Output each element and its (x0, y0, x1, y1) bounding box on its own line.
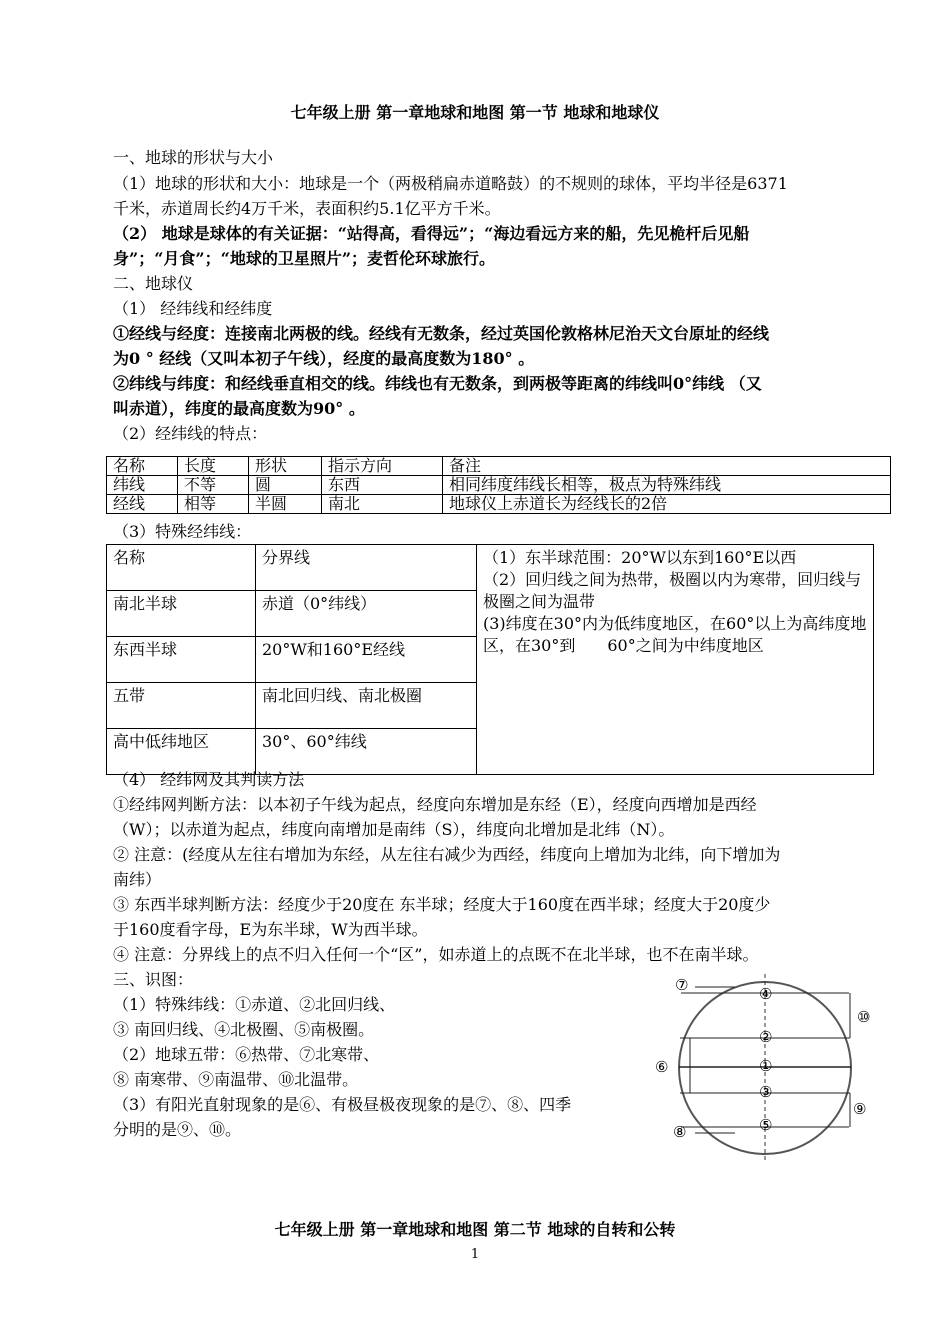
table-cell: 南北回归线、南北极圈 (256, 683, 477, 729)
diagram-label: ④ (759, 985, 773, 1003)
diagram-label: ③ (759, 1083, 773, 1101)
table-cell: 南北半球 (107, 591, 256, 637)
paragraph-line: （1）特殊纬线：①赤道、②北回归线、 (113, 995, 396, 1014)
diagram-label: ① (759, 1057, 773, 1075)
table-header-row (107, 545, 874, 591)
table-cell: 备注 (443, 457, 891, 476)
paragraph-line: ⑧ 南寒带、⑨南温带、⑩北温带。 (113, 1070, 359, 1089)
table-cell: 20°W和160°E经线 (256, 637, 477, 683)
paragraph-line: ①经纬网判断方法：以本初子午线为起点，经度向东增加是东经（E），经度向西增加是西经 (113, 795, 757, 814)
table-cell: 纬线 (107, 476, 178, 495)
diagram-label: ⑥ (655, 1058, 669, 1076)
table-cell: 南北 (322, 495, 443, 514)
paragraph-line: 叫赤道），纬度的最高度数为90° 。 (113, 399, 365, 418)
table-cell: 圆 (249, 476, 322, 495)
table-cell: 赤道（0°纬线） (256, 591, 477, 637)
special-lines-table (106, 544, 874, 775)
paragraph-line: 于160度看字母，E为东半球，W为西半球。 (113, 920, 428, 939)
paragraph-line: 千米，赤道周长约4万千米，表面积约5.1亿平方千米。 (113, 199, 501, 218)
paragraph-line: ② 注意：(经度从左往右增加为东经，从左往右减少为西经，纬度向上增加为北纬，向下增加为 (113, 845, 781, 864)
table-cell: 分界线 (256, 545, 477, 591)
table-cell: 半圆 (249, 495, 322, 514)
paragraph-line: ③ 南回归线、④北极圈、⑤南极圈。 (113, 1020, 375, 1039)
paragraph-line: （2）地球五带：⑥热带、⑦北寒带、 (113, 1045, 380, 1064)
table-cell: 名称 (107, 457, 178, 476)
table-cell: 经线 (107, 495, 178, 514)
diagram-label: ② (759, 1028, 773, 1046)
table-cell: 五带 (107, 683, 256, 729)
earth-zones-diagram (655, 972, 885, 1162)
table-cell: 长度 (178, 457, 249, 476)
diagram-label: ⑦ (675, 976, 689, 994)
table-cell: 指示方向 (322, 457, 443, 476)
section-heading: 二、地球仪 (113, 274, 194, 293)
subheading: （1） 经纬线和经纬度 (113, 299, 273, 318)
section-heading: 三、识图： (113, 970, 194, 989)
diagram-label: ⑩ (857, 1008, 871, 1026)
paragraph-line: （2） 地球是球体的有关证据：“站得高，看得远”；“海边看远方来的船，先见桅杆后见船 (113, 224, 750, 243)
paragraph-line: 南纬） (113, 870, 162, 889)
paragraph-line: ②纬线与纬度：和经线垂直相交的线。纬线也有无数条，到两极等距离的纬线叫0°纬线 （又 (113, 374, 762, 393)
table-cell: 相等 (178, 495, 249, 514)
paragraph-line: 分明的是⑨、⑩。 (113, 1120, 242, 1139)
diagram-label: ⑨ (853, 1100, 867, 1118)
table-header-row (107, 457, 891, 476)
table-cell: 相同纬度纬线长相等，极点为特殊纬线 (443, 476, 891, 495)
table-cell: 形状 (249, 457, 322, 476)
paragraph-line: ④ 注意：分界线上的点不归入任何一个“区”，如赤道上的点既不在北半球，也不在南半球。 (113, 945, 759, 964)
table-cell: 名称 (107, 545, 256, 591)
note-line: （1）东半球范围：20°W以东到160°E以西 (483, 548, 797, 567)
page-title: 七年级上册 第一章地球和地图 第一节 地球和地球仪 (290, 103, 660, 122)
table-row (107, 495, 891, 514)
paragraph-line: （1）地球的形状和大小：地球是一个（两极稍扁赤道略鼓）的不规则的球体，平均半径是6371 (113, 174, 788, 193)
table-row (107, 476, 891, 495)
subheading: （4） 经纬网及其判读方法 (113, 770, 305, 789)
next-section-title: 七年级上册 第一章地球和地图 第二节 地球的自转和公转 (274, 1220, 676, 1239)
notes-cell (477, 545, 874, 775)
paragraph-line: 为0 ° 经线（又叫本初子午线），经度的最高度数为180° 。 (113, 349, 535, 368)
page-number: 1 (470, 1247, 480, 1262)
paragraph-line: 身”；“月食”；“地球的卫星照片”；麦哲伦环球旅行。 (113, 249, 496, 268)
table-cell: 30°、60°纬线 (256, 729, 477, 775)
section-heading: 一、地球的形状与大小 (113, 148, 274, 167)
paragraph-line: ①经线与经度：连接南北两极的线。经线有无数条，经过英国伦敦格林尼治天文台原址的经线 (113, 324, 770, 343)
diagram-label: ⑧ (673, 1123, 687, 1141)
paragraph-line: （W）；以赤道为起点，纬度向南增加是南纬（S），纬度向北增加是北纬（N）。 (113, 820, 675, 839)
table-cell: 地球仪上赤道长为经线长的2倍 (443, 495, 891, 514)
latlong-features-table (106, 456, 891, 514)
note-line: （2）回归线之间为热带，极圈以内为寒带，回归线与极圈之间为温带 (483, 570, 862, 611)
diagram-label: ⑤ (759, 1116, 773, 1134)
table-cell: 东西半球 (107, 637, 256, 683)
subheading: （3）特殊经纬线： (113, 522, 252, 541)
note-line: (3)纬度在30°内为低纬度地区，在60°以上为高纬度地区，在30°到 60°之间为中纬度地区 (483, 614, 867, 655)
table-cell: 高中低纬地区 (107, 729, 256, 775)
paragraph-line: （3）有阳光直射现象的是⑥、有极昼极夜现象的是⑦、⑧、四季 (113, 1095, 572, 1114)
table-cell: 不等 (178, 476, 249, 495)
table-cell: 东西 (322, 476, 443, 495)
paragraph-line: ③ 东西半球判断方法：经度少于20度在 东半球；经度大于160度在西半球；经度大于20度少 (113, 895, 771, 914)
subheading: （2）经纬线的特点： (113, 424, 268, 443)
